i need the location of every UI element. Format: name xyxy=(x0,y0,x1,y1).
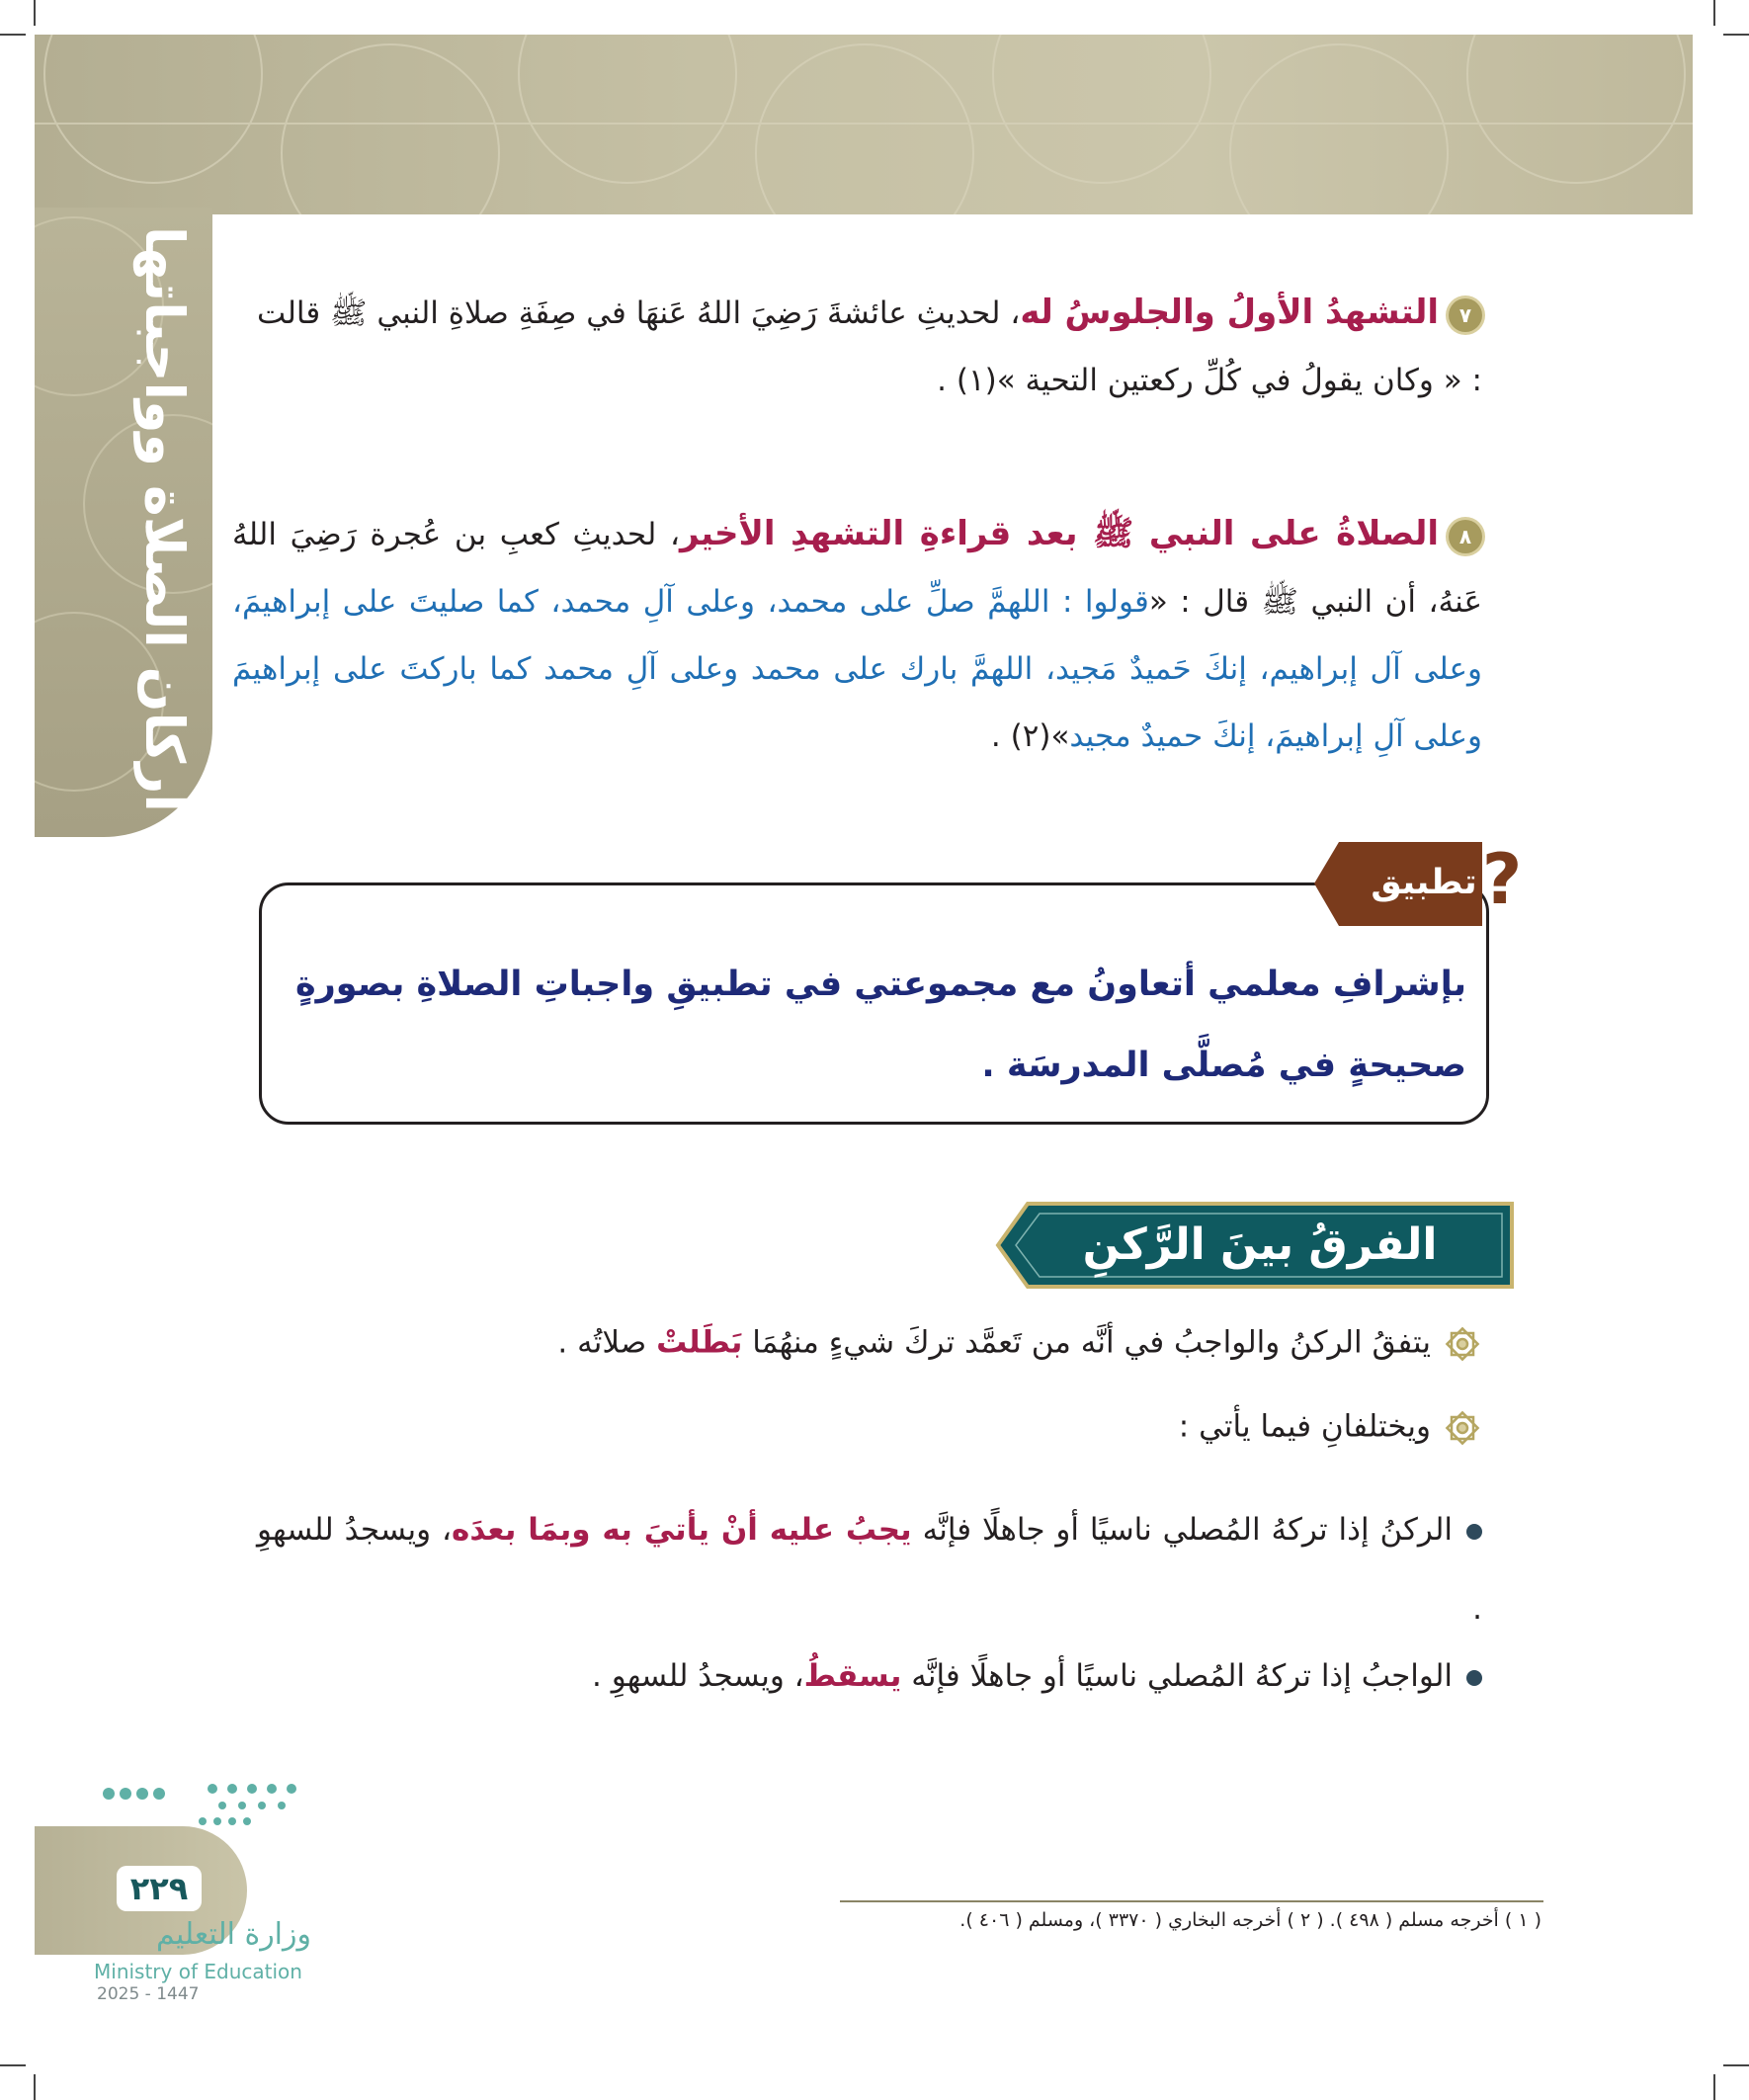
number-badge: ٨ xyxy=(1449,520,1482,553)
item-8-text-after: »(٢) . xyxy=(990,718,1070,754)
number-badge: ٧ xyxy=(1449,298,1482,332)
header-band xyxy=(35,35,1693,214)
bullet-2 xyxy=(592,1658,1482,1694)
bullet-1-end: ، ويسجدُ للسهوِ . xyxy=(257,1512,1482,1627)
footnote-divider xyxy=(840,1900,1543,1902)
diff-line-2 xyxy=(1179,1408,1482,1448)
bullet-2-text: الواجبُ إذا تركهُ المُصلي ناسيًا أو جاهلًا فإنَّه xyxy=(901,1658,1453,1694)
diff-line-1 xyxy=(557,1324,1482,1364)
diff-line-2-text: ويختلفانِ فيما يأتي : xyxy=(1178,1408,1431,1445)
crop-mark xyxy=(34,2074,36,2100)
item-7-heading: التشهدُ الأولُ والجلوسُ له xyxy=(1020,293,1440,332)
crop-mark xyxy=(34,0,36,26)
diff-line-1-text: يتفقُ الركنُ والواجبُ في أنَّه من تَعمَّد تركَ شيءٍ منهُمَا xyxy=(742,1324,1431,1361)
edition-year: 2025 - 1447 xyxy=(97,1984,200,2004)
flower-ornament-icon xyxy=(1443,1408,1482,1448)
ministry-logo-dots xyxy=(94,1774,311,1843)
ministry-name-english: Ministry of Education xyxy=(94,1960,302,1983)
bullet-dot xyxy=(1466,1670,1482,1686)
flower-ornament-icon xyxy=(1443,1324,1482,1364)
item-7-paragraph xyxy=(257,279,1482,414)
application-text: بإشرافِ معلمي أتعاونُ مع مجموعتي في تطبيقِ واجباتِ الصلاةِ بصورةٍ صحيحةٍ في مُصلَّى المدرسَة . xyxy=(294,965,1466,1085)
geometric-pattern xyxy=(35,35,1693,214)
chapter-title: أركان الصلاة وواجباتها xyxy=(133,226,196,812)
page-number: ٢٢٩ xyxy=(117,1866,202,1911)
diff-line-1-emphasis: بَطَلتْ xyxy=(656,1324,743,1361)
question-icon: ? xyxy=(1481,842,1522,920)
bullet-1 xyxy=(257,1490,1482,1648)
ministry-name-arabic: وزارة التعليم xyxy=(155,1917,311,1952)
item-8-paragraph xyxy=(232,500,1482,770)
crop-mark xyxy=(1723,2064,1749,2066)
item-8-text-before: ، لحديثِ كعبِ بن عُجرة رَضِيَ اللهُ عَنهُ، أن النبي ﷺ قال : « xyxy=(232,517,1482,620)
item-8-heading: الصلاةُ على النبي ﷺ بعد قراءةِ التشهدِ الأخير xyxy=(680,514,1439,553)
crop-mark xyxy=(1723,34,1749,36)
bullet-2-end: ، ويسجدُ للسهوِ . xyxy=(592,1658,804,1694)
bullet-2-emphasis: يسقطُ xyxy=(803,1658,902,1694)
footnotes: ( ١ ) أخرجه مسلم ( ٤٩٨ ). ( ٢ ) أخرجه البخاري ( ٣٣٧٠ )، ومسلم ( ٤٠٦ ). xyxy=(959,1909,1541,1931)
hadith-quote: قولوا : اللهمَّ صلِّ على محمد، وعلى آلِ محمد، كما صليتَ على إبراهيمَ، وعلى آل إبراهيم، إنكَ حَميدٌ مَجيد، اللهمَّ بارك على محمد وعلى آلِ محمد كما باركتَ على إبراهيمَ وعلى آلِ إبراهيمَ، إنكَ حميدٌ مجيد xyxy=(232,584,1482,754)
diff-line-1-end: صلاتُه . xyxy=(557,1324,657,1361)
bullet-1-text: الركنُ إذا تركهُ المُصلي ناسيًا أو جاهلًا فإنَّه xyxy=(911,1512,1454,1548)
section-heading: الفرقُ بينَ الرَّكنِ والواجب xyxy=(1082,1219,1438,1333)
item-7-text: ، لحديثِ عائشةَ رَضِيَ اللهُ عَنهَا في صِفَةِ صلاةِ النبي ﷺ قالت : « وكان يقولُ في كُلِّ ركعتين التحية »(١) . xyxy=(257,295,1482,398)
crop-mark xyxy=(1713,0,1715,26)
crop-mark xyxy=(0,34,26,36)
crop-mark xyxy=(1713,2074,1715,2100)
application-tag-label: تطبيق xyxy=(1371,863,1477,902)
bullet-dot xyxy=(1466,1524,1482,1540)
bullet-1-emphasis: يجبُ عليه أنْ يأتيَ به وبمَا بعدَه xyxy=(452,1512,912,1548)
crop-mark xyxy=(0,2064,26,2066)
